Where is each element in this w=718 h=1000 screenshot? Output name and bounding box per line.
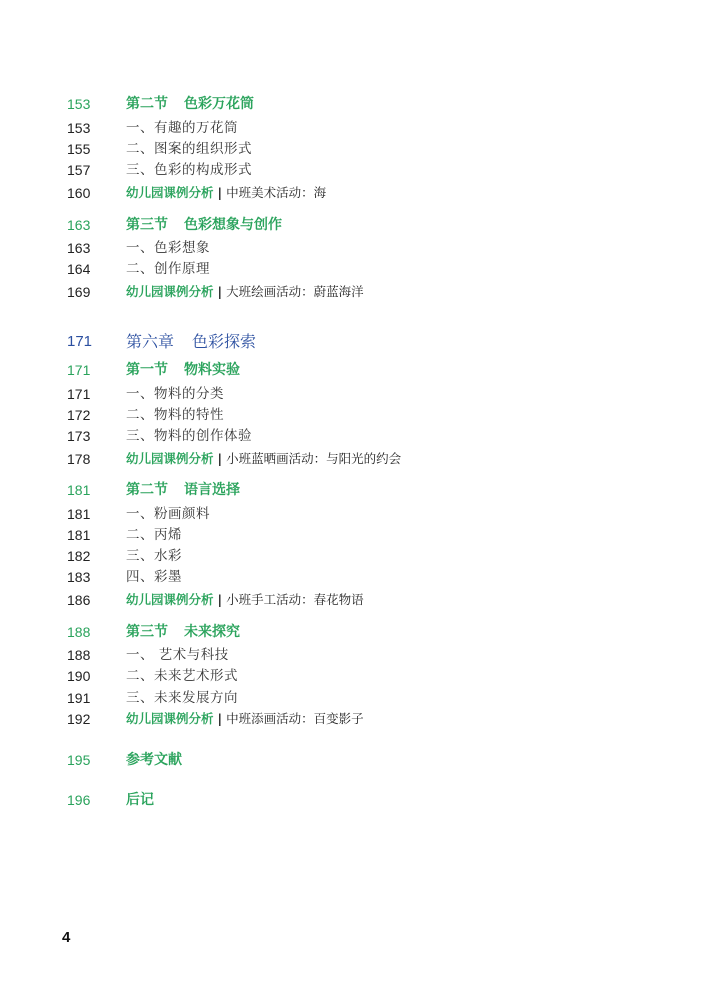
toc-chapter-heading[interactable] xyxy=(67,329,667,355)
toc-page-number: 191 xyxy=(67,690,91,706)
toc-page-number: 190 xyxy=(67,668,91,684)
case-separator: | xyxy=(217,284,223,299)
toc-item[interactable] xyxy=(67,425,667,447)
toc-item[interactable] xyxy=(67,665,667,687)
toc-section-heading[interactable] xyxy=(67,214,667,236)
section-name: 物料实验 xyxy=(184,362,240,378)
toc-references[interactable] xyxy=(67,749,667,771)
toc-section-title xyxy=(126,479,240,501)
toc-item-title: 三、水彩 xyxy=(126,548,182,564)
toc-chapter-title xyxy=(126,329,256,355)
toc-case-entry[interactable] xyxy=(67,589,667,611)
toc-item[interactable] xyxy=(67,258,667,280)
toc-item[interactable] xyxy=(67,138,667,160)
toc-case-entry[interactable] xyxy=(67,448,667,470)
toc-page-number: 186 xyxy=(67,592,91,608)
toc-page-number: 160 xyxy=(67,185,91,201)
toc-page-number: 196 xyxy=(67,792,91,808)
toc-page-number: 171 xyxy=(67,362,91,378)
toc-item[interactable] xyxy=(67,503,667,525)
toc-section-heading[interactable] xyxy=(67,359,667,381)
toc-item-title: 二、未来艺术形式 xyxy=(126,668,238,684)
toc-page-number: 178 xyxy=(67,451,91,467)
toc-case-entry[interactable] xyxy=(67,281,667,303)
toc-page-number: 181 xyxy=(67,506,91,522)
toc-case-title xyxy=(126,589,364,611)
toc-item-title: 二、图案的组织形式 xyxy=(126,141,252,157)
toc-page-number: 171 xyxy=(67,386,91,402)
toc-section-heading[interactable] xyxy=(67,479,667,501)
toc-page-number: 192 xyxy=(67,711,91,727)
toc-item[interactable] xyxy=(67,159,667,181)
toc-afterword[interactable] xyxy=(67,789,667,811)
case-detail: 小班手工活动：春花物语 xyxy=(226,592,364,607)
section-label: 第二节 xyxy=(126,96,168,112)
toc-item[interactable] xyxy=(67,545,667,567)
toc-item[interactable] xyxy=(67,644,667,666)
case-label: 幼儿园课例分析 xyxy=(126,284,214,299)
toc-item[interactable] xyxy=(67,524,667,546)
toc-case-entry[interactable] xyxy=(67,708,667,730)
toc-item-title: 三、色彩的构成形式 xyxy=(126,162,252,178)
toc-case-title xyxy=(126,281,364,303)
toc-page-number: 172 xyxy=(67,407,91,423)
toc-item-title: 三、未来发展方向 xyxy=(126,690,238,706)
section-name: 色彩想象与创作 xyxy=(184,217,282,233)
toc-item[interactable] xyxy=(67,237,667,259)
toc-item-title: 三、物料的创作体验 xyxy=(126,428,252,444)
toc-item-title: 一、色彩想象 xyxy=(126,240,210,256)
toc-section-heading[interactable] xyxy=(67,621,667,643)
case-detail: 小班蓝晒画活动：与阳光的约会 xyxy=(226,451,402,466)
toc-item-title: 一、有趣的万花筒 xyxy=(126,120,238,136)
toc-item-title: 四、彩墨 xyxy=(126,569,182,585)
toc-section-title xyxy=(126,214,282,236)
toc-page-number: 169 xyxy=(67,284,91,300)
toc-section-title xyxy=(126,359,240,381)
case-detail: 大班绘画活动：蔚蓝海洋 xyxy=(226,284,364,299)
chapter-label: 第六章 xyxy=(126,332,175,351)
toc-section-title xyxy=(126,621,240,643)
section-name: 语言选择 xyxy=(184,482,240,498)
toc-item-title: 二、创作原理 xyxy=(126,261,210,277)
toc-section-heading[interactable] xyxy=(67,93,667,115)
case-detail: 中班美术活动：海 xyxy=(226,185,327,200)
toc-page-number: 157 xyxy=(67,162,91,178)
section-name: 色彩万花筒 xyxy=(184,96,254,112)
toc-item[interactable] xyxy=(67,687,667,709)
toc-page-number: 173 xyxy=(67,428,91,444)
toc-item-title: 二、丙烯 xyxy=(126,527,182,543)
case-separator: | xyxy=(217,185,223,200)
toc-page-number: 181 xyxy=(67,482,91,498)
toc-item-title: 二、物料的特性 xyxy=(126,407,224,423)
toc-case-title xyxy=(126,182,326,204)
toc-item[interactable] xyxy=(67,117,667,139)
toc-case-title xyxy=(126,708,364,730)
toc-page-number: 181 xyxy=(67,527,91,543)
toc-page-number: 163 xyxy=(67,240,91,256)
toc-page-number: 155 xyxy=(67,141,91,157)
case-label: 幼儿园课例分析 xyxy=(126,592,214,607)
case-label: 幼儿园课例分析 xyxy=(126,185,214,200)
case-separator: | xyxy=(217,451,223,466)
case-separator: | xyxy=(217,592,223,607)
toc-page-number: 183 xyxy=(67,569,91,585)
chapter-name: 色彩探索 xyxy=(192,332,257,351)
page-folio: 4 xyxy=(62,929,71,946)
toc-page-number: 188 xyxy=(67,647,91,663)
toc-page-number: 164 xyxy=(67,261,91,277)
toc-page-number: 163 xyxy=(67,217,91,233)
section-label: 第二节 xyxy=(126,482,168,498)
section-label: 第一节 xyxy=(126,362,168,378)
toc-item-title: 一、粉画颜料 xyxy=(126,506,210,522)
toc-item[interactable] xyxy=(67,383,667,405)
toc-section-title xyxy=(126,93,254,115)
toc-page-number: 153 xyxy=(67,120,91,136)
toc-case-entry[interactable] xyxy=(67,182,667,204)
toc-item-title: 一、物料的分类 xyxy=(126,386,224,402)
toc-page-number: 171 xyxy=(67,333,93,350)
case-separator: | xyxy=(217,711,223,726)
toc-page-number: 188 xyxy=(67,624,91,640)
toc-page-number: 195 xyxy=(67,752,91,768)
toc-case-title xyxy=(126,448,401,470)
toc-item-title: 一、 艺术与科技 xyxy=(126,647,229,663)
toc-item[interactable] xyxy=(67,404,667,426)
case-label: 幼儿园课例分析 xyxy=(126,451,214,466)
toc-backmatter-title: 参考文献 xyxy=(126,752,182,768)
toc-item[interactable] xyxy=(67,566,667,588)
section-name: 未来探究 xyxy=(184,624,240,640)
toc-page-number: 153 xyxy=(67,96,91,112)
toc-page-number: 182 xyxy=(67,548,91,564)
section-label: 第三节 xyxy=(126,217,168,233)
case-detail: 中班添画活动：百变影子 xyxy=(226,711,364,726)
toc-backmatter-title: 后记 xyxy=(126,792,154,808)
case-label: 幼儿园课例分析 xyxy=(126,711,214,726)
section-label: 第三节 xyxy=(126,624,168,640)
